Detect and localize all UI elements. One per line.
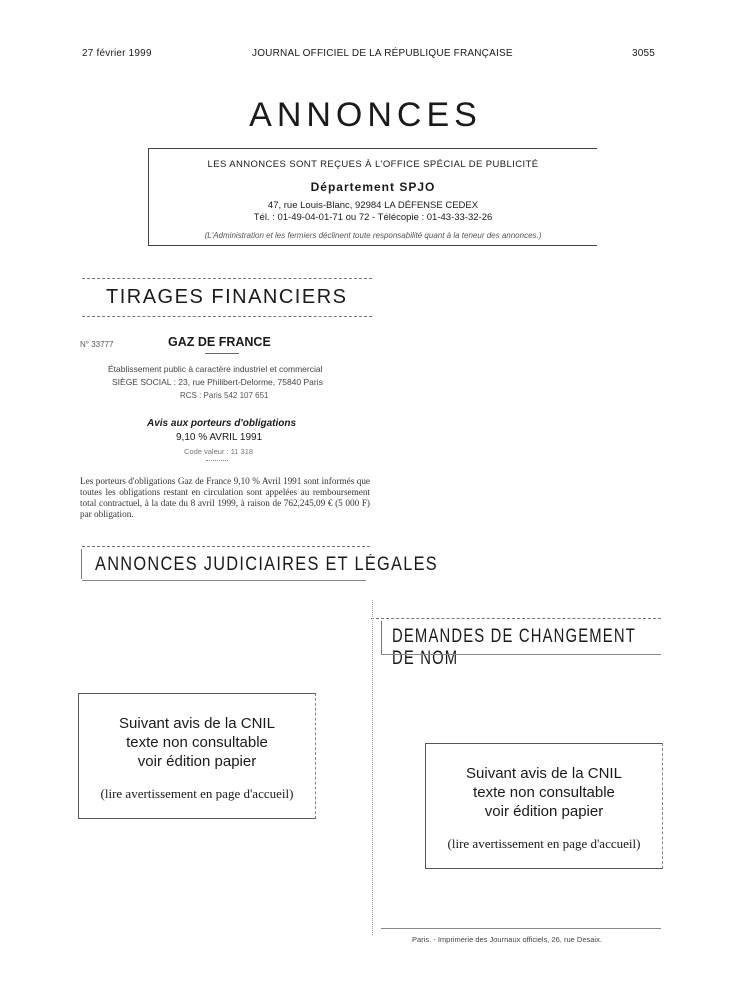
changement-nom-section-title: DEMANDES DE CHANGEMENT DE NOM xyxy=(392,626,636,669)
section-rule-left xyxy=(381,621,382,654)
notice-body: Les porteurs d'obligations Gaz de France 9,10 % Avril 1991 sont informés que toutes les obligations restant en circulation sont appelées au remboursement total contractuel, à la date du 8 avril 1999, à raison de 762,245,09 € (5 000 F) par obligation. xyxy=(80,476,370,519)
notice-heading: Avis aux porteurs d'obligations xyxy=(147,418,297,429)
header-journal-title: JOURNAL OFFICIEL DE LA RÉPUBLIQUE FRANÇAISE xyxy=(252,48,513,59)
divider xyxy=(205,353,239,354)
header-date: 27 février 1999 xyxy=(82,48,152,59)
cnil-line-2: texte non consultable xyxy=(126,734,268,751)
office-phones: Tél. : 01-49-04-01-71 ou 72 - Télécopie : 01-43-33-32-26 xyxy=(253,212,493,223)
cnil-line-2: texte non consultable xyxy=(473,784,615,801)
company-headquarters: SIÈGE SOCIAL : 23, rue Philibert-Delorme, 75840 Paris xyxy=(112,377,323,387)
cnil-note: (lire avertissement en page d'accueil) xyxy=(100,786,294,801)
printer-imprint: Paris. - Imprimerie des Journaux officiels, 26, rue Desaix. xyxy=(412,935,602,944)
office-info-box xyxy=(148,148,597,246)
cnil-line-3: voir édition papier xyxy=(137,753,257,770)
company-rcs: RCS : Paris 542 107 651 xyxy=(180,391,269,400)
section-rule-bottom xyxy=(82,316,372,317)
company-description: Établissement public à caractère industriel et commercial xyxy=(108,364,323,374)
security-code: Code valeur : 11 318 xyxy=(184,447,254,456)
company-name: GAZ DE FRANCE xyxy=(168,335,271,349)
cnil-notice-box xyxy=(78,693,316,819)
office-line: LES ANNONCES SONT REÇUES À L'OFFICE SPÉCIAL DE PUBLICITÉ xyxy=(207,159,539,170)
office-disclaimer: (L'Administration et les fermiers déclinent toute responsabilité quant à la teneur des annonces.) xyxy=(204,231,542,240)
cnil-line-1: Suivant avis de la CNIL xyxy=(119,715,275,732)
cnil-notice-box xyxy=(425,743,663,869)
cnil-note: (lire avertissement en page d'accueil) xyxy=(447,836,641,851)
section-rule-top xyxy=(82,278,372,279)
section-rule-top xyxy=(82,546,370,547)
cnil-line-3: voir édition papier xyxy=(484,803,604,820)
section-rule-bottom xyxy=(82,580,366,581)
page-title: ANNONCES xyxy=(249,96,482,134)
column-divider xyxy=(372,600,373,935)
section-rule-left xyxy=(81,549,82,579)
cnil-line-1: Suivant avis de la CNIL xyxy=(466,765,622,782)
section-rule-top xyxy=(371,618,661,619)
office-address: 47, rue Louis-Blanc, 92984 LA DÉFENSE CEDEX xyxy=(267,200,479,211)
announcement-number: N° 33777 xyxy=(80,340,114,349)
loan-name: 9,10 % AVRIL 1991 xyxy=(176,432,263,443)
department-name: Département SPJO xyxy=(310,180,436,194)
section-rule-bottom xyxy=(381,654,661,655)
footer-rule xyxy=(381,928,661,929)
tirages-section-title: TIRAGES FINANCIERS xyxy=(106,286,348,308)
divider xyxy=(206,460,228,461)
header-page-number: 3055 xyxy=(632,48,656,59)
judiciaires-section-title: ANNONCES JUDICIAIRES ET LÉGALES xyxy=(95,554,438,575)
